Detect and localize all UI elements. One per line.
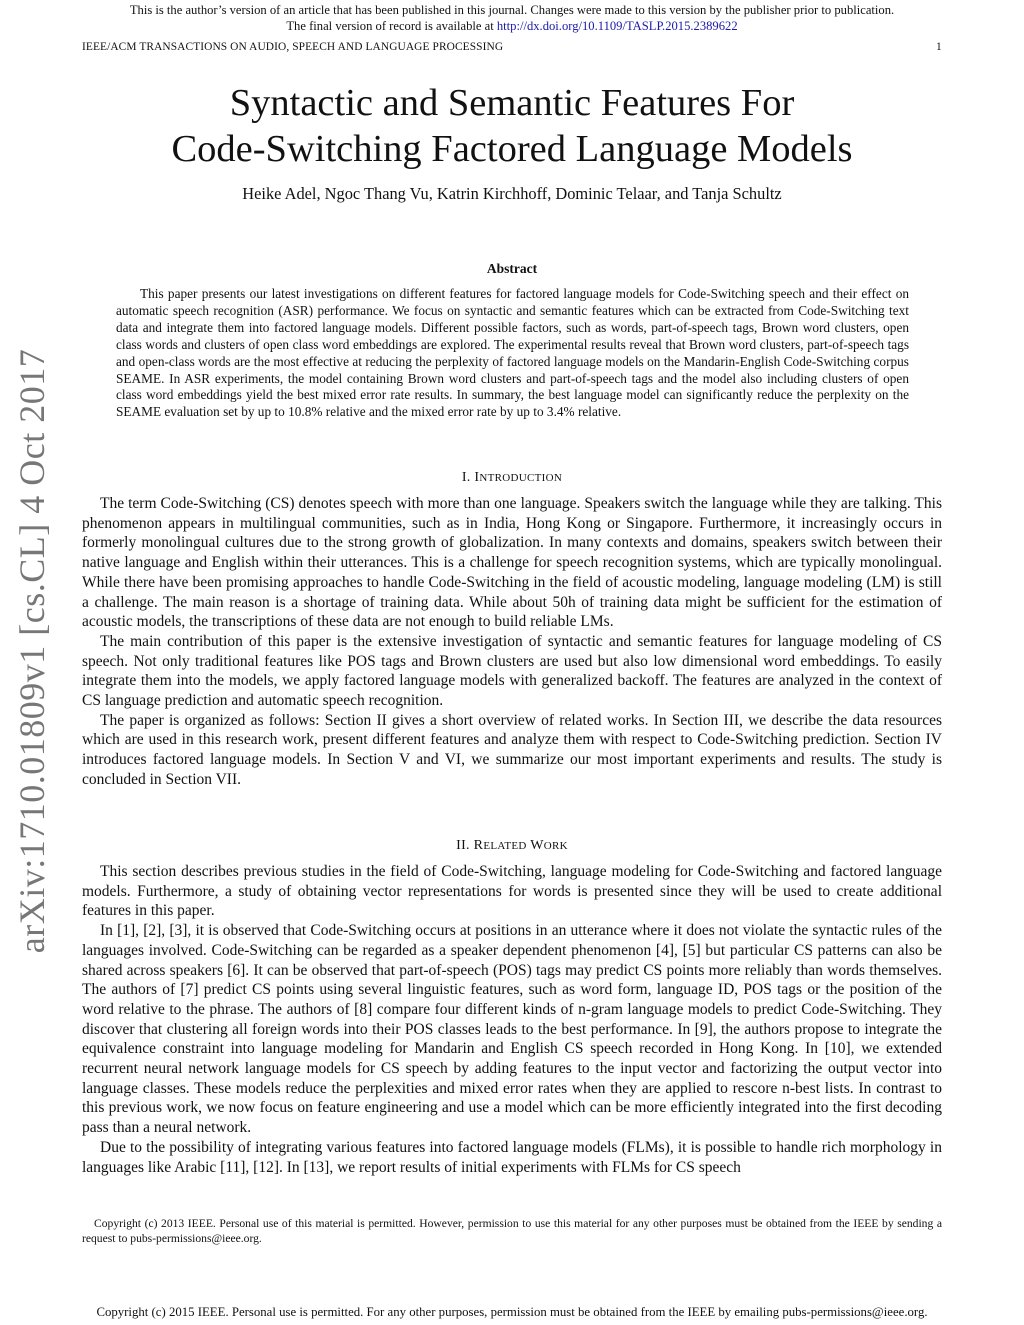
section-title: INTRODUCTION [474,470,563,485]
arxiv-stamp: arXiv:1710.01809v1 [cs.CL] 4 Oct 2017 [12,348,52,954]
section-numeral: I. [461,470,471,485]
running-head: IEEE/ACM TRANSACTIONS ON AUDIO, SPEECH AND LANGUAGE PROCESSING [82,41,504,53]
paragraph: The paper is organized as follows: Section II gives a short overview of related works. In Section III, we describe the data resources which are used in this research work, present different features and analyze them with respect to Code-Switching prediction. Section IV introduces factored language models. In Section V and VI, we summarize our most important experiments and results. The study is concluded in Section VII. [82,711,942,788]
publication-notice-line2 [0,18,1024,34]
paragraph: The main contribution of this paper is the extensive investigation of syntactic and semantic features for language modeling of CS speech. Not only traditional features like POS tags and Brown clusters are used but also low dimensional word embeddings. To easily integrate them into the models, we apply factored language models with generalized backoff. The features are analyzed in the context of CS language prediction and automatic speech recognition. [82,632,942,710]
paragraph: This section describes previous studies in the field of Code-Switching, language modeling for Code-Switching and factored language models. Furthermore, a study of obtaining vector representations for words is presented since they will be used to create additional features in this paper. [82,863,942,920]
abstract-heading: Abstract [486,261,538,276]
copyright-note: Copyright (c) 2013 IEEE. Personal use of this material is permitted. However, permission to use this material for any other purposes must be obtained from the IEEE by sending a request to pubs-permissions@ieee.org. [82,1217,942,1245]
introduction-body [82,494,942,790]
abstract-text: This paper presents our latest investigations on different features for factored language models for Code-Switching speech and their effect on automatic speech recognition (ASR) performance. We focus on syntactic and semantic features which can be extracted from Code-Switching text data and integrate them into factored language models. Different possible factors, such as words, part-of-speech tags, Brown word clusters, open class words and clusters of open class word embeddings are explored. The experimental results reveal that Brown word clusters, part-of-speech tags and open-class words are the most effective at reducing the perplexity of factored language models on the Mandarin-English Code-Switching corpus SEAME. In ASR experiments, the model containing Brown word clusters and part-of-speech tags and the model also including clusters of open class word embeddings yield the best mixed error rate results. In summary, the best language model can significantly reduce the perplexity on the SEAME evaluation set by up to 10.8% relative and the mixed error rate by up to 3.4% relative. [116,286,909,420]
page-footer: Copyright (c) 2015 IEEE. Personal use is permitted. For any other purposes, permission must be obtained from the IEEE by emailing pubs-permissions@ieee.org. [96,1305,928,1319]
section-heading-introduction [0,470,1024,486]
title-line-1: Syntactic and Semantic Features For [229,82,795,124]
publication-notice [0,2,1024,34]
section-title: RELATED WORK [473,838,568,853]
paper-title [0,80,1024,172]
section-numeral: II. [456,838,470,853]
author-list: Heike Adel, Ngoc Thang Vu, Katrin Kirchhoff, Dominic Telaar, and Tanja Schultz [242,184,782,203]
page-number: 1 [936,41,942,53]
related-work-body [82,862,942,1177]
paragraph: The term Code-Switching (CS) denotes speech with more than one language. Speakers switch the language while they are talking. This phenomenon appears in multilingual communities, such as in India, Hong Kong or Singapore. Furthermore, it increasingly occurs in formerly monolingual cultures due to the strong growth of globalization. In many contexts and domains, speakers switch between their native language and English within their utterances. This is a challenge for speech recognition systems, which are typically monolingual. While there have been promising approaches to handle Code-Switching in the field of acoustic modeling, language modeling (LM) is still a challenge. The main reason is a shortage of training data. While about 50h of training data might be sufficient for the estimation of acoustic models, the transcriptions of these data are not enough to build reliable LMs. [82,495,942,631]
paragraph: In [1], [2], [3], it is observed that Code-Switching occurs at positions in an utterance where it does not violate the syntactic rules of the languages involved. Code-Switching can be regarded as a speaker dependent phenomenon [4], [5] but particular CS patterns can also be shared across speakers [6]. It can be observed that part-of-speech (POS) tags may predict CS points more reliably than words themselves. The authors of [7] predict CS points using several linguistic features, such as word form, language ID, POS tags or the position of the word relative to the phrase. The authors of [8] compare four different kinds of n-gram language models to predict Code-Switching. They discover that clustering all foreign words into their POS classes leads to the best performance. In [9], the authors propose to integrate the equivalence constraint into language modeling for Mandarin and English CS speech recorded in Hong Kong. In [10], we extended recurrent neural network language models for CS speech by adding features to the input vector and factorizing the output vector into language classes. These models reduce the perplexities and mixed error rates when they are applied to rescore n-best lists. In contrast to this previous work, we now focus on feature engineering and use a model which can be more efficiently integrated into the first decoding pass than a neural network. [82,922,942,1137]
title-line-2: Code-Switching Factored Language Models [171,128,853,170]
doi-link[interactable]: http://dx.doi.org/10.1109/TASLP.2015.2389622 [496,19,738,33]
publication-notice-prefix: The final version of record is available at [286,19,497,33]
publication-notice-line1: This is the author’s version of an article that has been published in this journal. Changes were made to this version by the publisher prior to publication. [129,3,895,17]
paragraph: Due to the possibility of integrating various features into factored language models (FLMs), it is possible to handle rich morphology in languages like Arabic [11], [12]. In [13], we report results of initial experiments with FLMs for CS speech [82,1138,942,1176]
section-heading-related-work [0,838,1024,854]
